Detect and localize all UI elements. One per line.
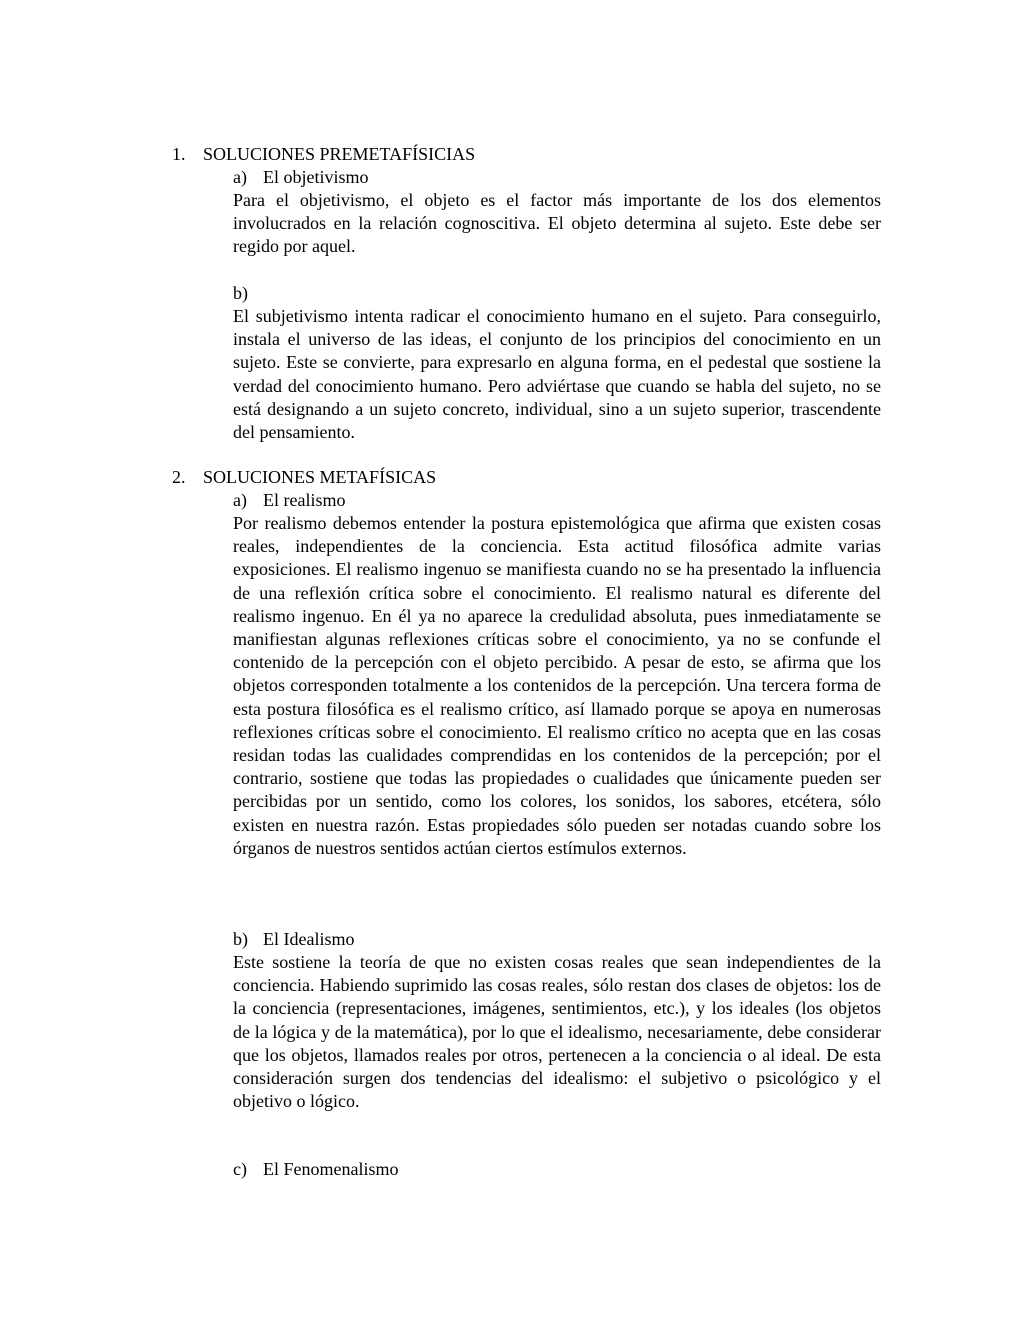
section-2-title: SOLUCIONES METAFÍSICAS — [203, 467, 437, 487]
section-1-number: 1. — [172, 144, 186, 164]
subsection-1a-heading — [233, 166, 369, 189]
section-2-number: 2. — [172, 467, 186, 487]
subsection-2c-letter: c) — [233, 1159, 247, 1179]
subsection-1a-title: El objetivismo — [263, 167, 369, 187]
subsection-1b-letter: b) — [233, 283, 248, 303]
subsection-2a-paragraph: Por realismo debemos entender la postura epistemológica que afirma que existen cosas reales, independientes de la conciencia. Esta actitud filosófica admite varias exposiciones. El realismo ingenuo se manifiesta cuando no se ha presentado la influencia de una reflexión crítica sobre el conocimiento. El realismo natural es diferente del realismo ingenuo. En él ya no aparece la credulidad absoluta, pues inmediatamente se manifiestan algunas reflexiones críticas sobre el conocimiento, ya no se confunde el contenido de la percepción con el objeto percibido. A pesar de esto, se afirma que los objetos corresponden totalmente a los contenidos de la percepción. Una tercera forma de esta postura filosófica es el realismo crítico, así llamado porque se apoya en numerosas reflexiones críticas sobre el conocimiento. El realismo crítico no acepta que en las cosas residan todas las cualidades comprendidas en los contenidos de la percepción; por el contrario, sostiene que todas las propiedades o cualidades que únicamente pueden ser percibidas por un sentido, como los colores, los sonidos, los sabores, etcétera, sólo existen en nuestra razón. Estas propiedades sólo pueden ser notadas cuando sobre los órganos de nuestros sentidos actúan ciertos estímulos externos. — [233, 513, 881, 858]
subsection-2c-title: El Fenomenalismo — [263, 1159, 399, 1179]
subsection-2c-heading — [233, 1158, 398, 1181]
subsection-2b-letter: b) — [233, 929, 248, 949]
subsection-1a-paragraph: Para el objetivismo, el objeto es el factor más importante de los dos elementos involucrados en la relación cognoscitiva. El objeto determina al sujeto. Este debe ser regido por aquel. — [233, 190, 881, 257]
section-2-heading — [172, 466, 436, 489]
subsection-2b-heading — [233, 928, 354, 951]
subsection-2a-heading — [233, 489, 345, 512]
subsection-2a-letter: a) — [233, 490, 247, 510]
subsection-2b-title: El Idealismo — [263, 929, 355, 949]
subsection-1a-letter: a) — [233, 167, 247, 187]
subsection-1b-heading — [233, 282, 263, 305]
subsection-2a-title: El realismo — [263, 490, 346, 510]
subsection-2b-paragraph: Este sostiene la teoría de que no existen cosas reales que sean independientes de la conciencia. Habiendo suprimido las cosas reales, sólo restan dos clases de objetos: los de la conciencia (representaciones, imágenes, sentimientos, etc.), y los ideales (los objetos de la lógica y de la matemática), por lo que el idealismo, necesariamente, debe considerar que los objetos, llamados reales por otros, pertenecen a la conciencia o al ideal. De esta consideración surgen dos tendencias del idealismo: el subjetivo o psicológico y el objetivo o lógico. — [233, 952, 881, 1112]
subsection-1b-paragraph: El subjetivismo intenta radicar el conocimiento humano en el sujeto. Para conseguirlo, instala el universo de las ideas, el conjunto de los principios del conocimiento en un sujeto. Este se convierte, para expresarlo en alguna forma, en el pedestal que sostiene la verdad del conocimiento humano. Pero adviértase que cuando se habla del sujeto, no se está designando a un sujeto concreto, individual, sino a un sujeto superior, trascendente del pensamiento. — [233, 306, 881, 443]
section-1-heading — [172, 143, 475, 166]
section-1-title: SOLUCIONES PREMETAFÍSICIAS — [203, 144, 476, 164]
